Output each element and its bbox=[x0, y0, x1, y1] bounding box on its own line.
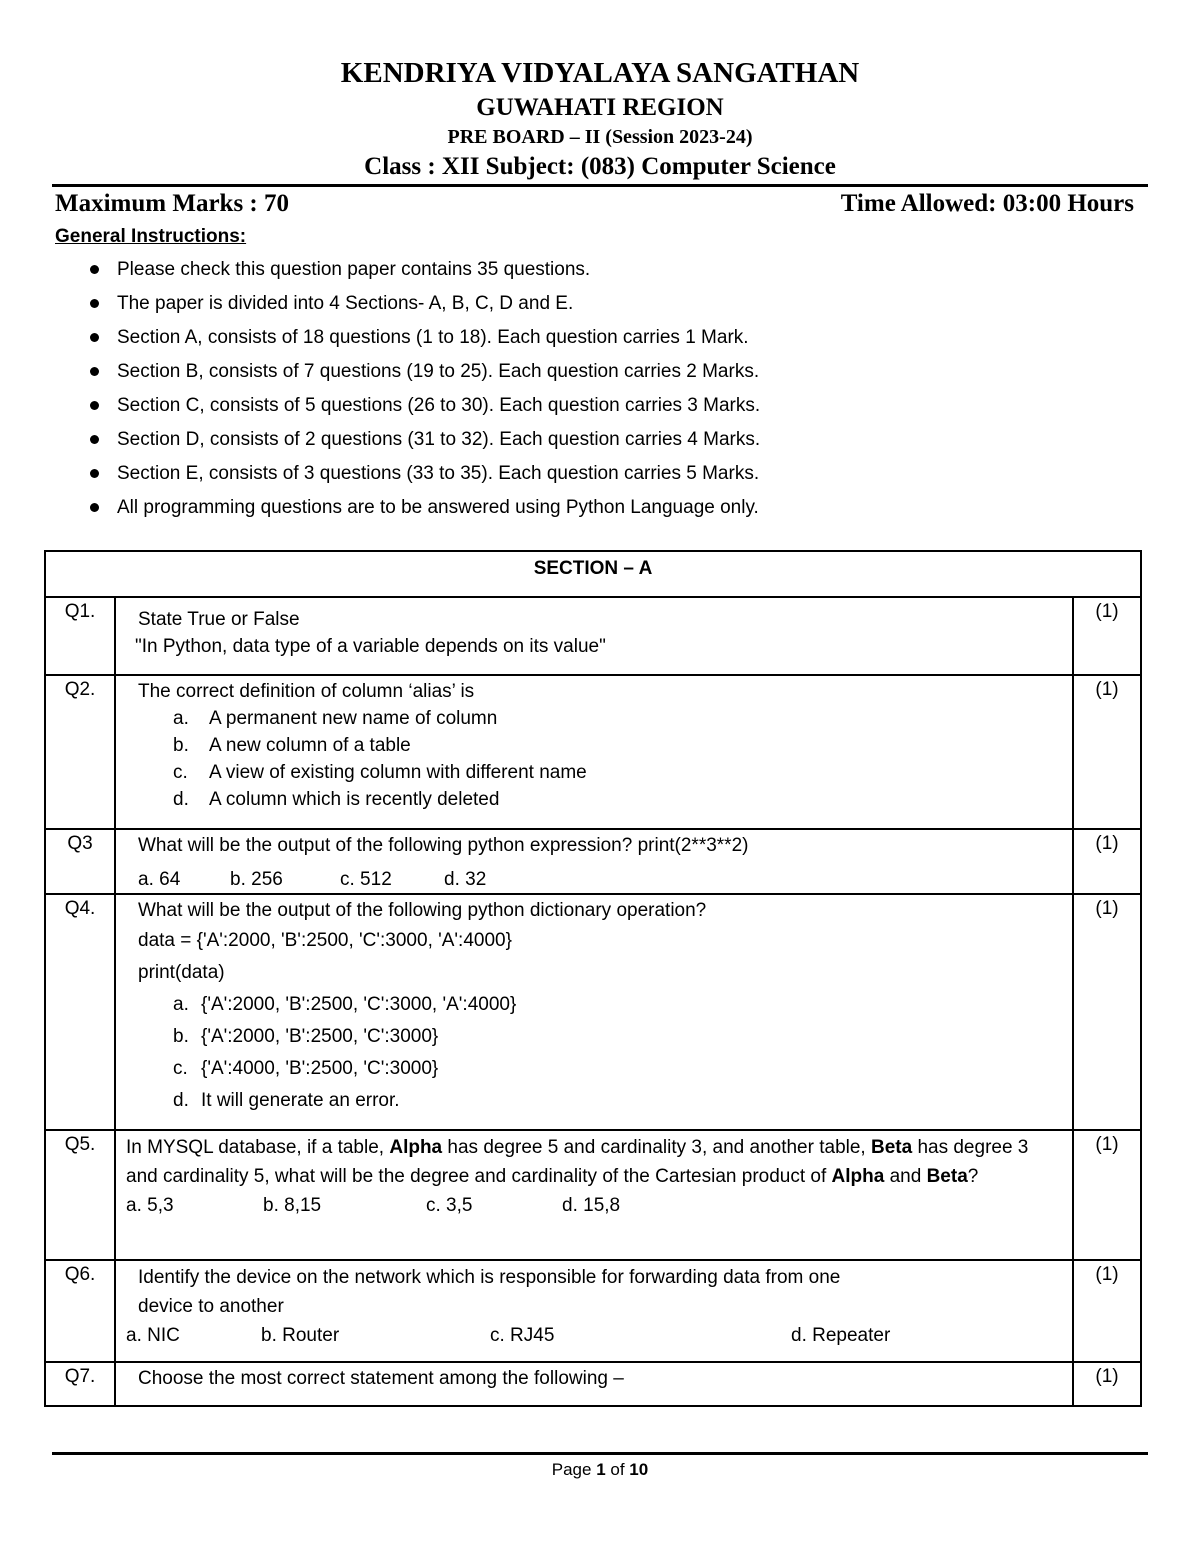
question-body: The correct definition of column ‘alias’ is a. A permanent new name of column b. A new column of a table c. A view of existing column with different name d. A column which is recently deleted bbox=[115, 675, 1073, 829]
options-row: a. 5,3 b. 8,15 c. 3,5 d. 15,8 bbox=[126, 1195, 621, 1216]
instruction-item: The paper is divided into 4 Sections- A, B, C, D and E. bbox=[88, 289, 760, 323]
question-row-q5 bbox=[45, 1130, 1141, 1260]
question-body: Choose the most correct statement among the following – bbox=[115, 1362, 1073, 1406]
header-org: KENDRIYA VIDYALAYA SANGATHAN bbox=[340, 57, 860, 89]
question-body: What will be the output of the following python dictionary operation? data = {'A':2000, 'B':2500, 'C':3000, 'A':4000} print(data) a. {'A':2000, 'B':2500, 'C':3000, 'A':4000} b. {'A':2000, 'B':2500, 'C':3000} c. {'A':4000, 'B':2500, 'C':3000} d. It will generate an error. bbox=[115, 894, 1073, 1130]
bullet-icon bbox=[90, 299, 99, 308]
question-row-q2 bbox=[45, 675, 1141, 829]
section-title: SECTION – A bbox=[45, 551, 1141, 597]
page-total: 10 bbox=[629, 1460, 649, 1479]
bullet-icon bbox=[90, 469, 99, 478]
question-marks: (1) bbox=[1073, 1260, 1141, 1362]
option: a. A permanent new name of column bbox=[173, 708, 498, 729]
question-number: Q4. bbox=[45, 894, 115, 1130]
question-marks: (1) bbox=[1073, 675, 1141, 829]
time-allowed: Time Allowed: 03:00 Hours bbox=[840, 190, 1134, 217]
question-number: Q7. bbox=[45, 1362, 115, 1406]
question-row-q1 bbox=[45, 597, 1141, 675]
option: c. A view of existing column with different name bbox=[173, 762, 587, 783]
header-region: GUWAHATI REGION bbox=[476, 94, 724, 121]
bullet-icon bbox=[90, 435, 99, 444]
question-row-q7 bbox=[45, 1362, 1141, 1406]
question-marks: (1) bbox=[1073, 894, 1141, 1130]
option: d. It will generate an error. bbox=[173, 1090, 400, 1111]
instruction-item: Section C, consists of 5 questions (26 to 30). Each question carries 3 Marks. bbox=[88, 391, 760, 425]
instruction-item: Section E, consists of 3 questions (33 to 35). Each question carries 5 Marks. bbox=[88, 459, 760, 493]
question-body: In MYSQL database, if a table, Alpha has degree 5 and cardinality 3, and another table, Beta has degree 3 and cardinality 5, what will be the degree and cardinality of the Cartesian product of Alpha and Beta? a. 5,3 b. 8,15 c. 3,5 d. 15,8 bbox=[115, 1130, 1073, 1260]
instruction-item: Please check this question paper contains 35 questions. bbox=[88, 255, 760, 289]
page-number: 1 bbox=[596, 1460, 606, 1479]
instruction-item: Section B, consists of 7 questions (19 to 25). Each question carries 2 Marks. bbox=[88, 357, 760, 391]
instruction-item: Section D, consists of 2 questions (31 to 32). Each question carries 4 Marks. bbox=[88, 425, 760, 459]
question-marks: (1) bbox=[1073, 597, 1141, 675]
question-number: Q6. bbox=[45, 1260, 115, 1362]
bullet-icon bbox=[90, 367, 99, 376]
question-marks: (1) bbox=[1073, 1130, 1141, 1260]
question-number: Q3 bbox=[45, 829, 115, 894]
bullet-icon bbox=[90, 503, 99, 512]
question-table bbox=[44, 550, 1142, 1407]
question-row-q4 bbox=[45, 894, 1141, 1130]
option: d. A column which is recently deleted bbox=[173, 789, 500, 810]
question-body: State True or False "In Python, data type of a variable depends on its value" bbox=[115, 597, 1073, 675]
bullet-icon bbox=[90, 333, 99, 342]
code-line: print(data) bbox=[138, 962, 225, 983]
option: b. A new column of a table bbox=[173, 735, 411, 756]
header-rule bbox=[52, 184, 1148, 187]
question-body: Identify the device on the network which is responsible for forwarding data from one device to another a. NIC b. Router c. RJ45 d. Repeater bbox=[115, 1260, 1073, 1362]
option: a. {'A':2000, 'B':2500, 'C':3000, 'A':4000} bbox=[173, 994, 517, 1015]
question-row-q3 bbox=[45, 829, 1141, 894]
question-number: Q1. bbox=[45, 597, 115, 675]
question-marks: (1) bbox=[1073, 829, 1141, 894]
question-marks: (1) bbox=[1073, 1362, 1141, 1406]
question-number: Q2. bbox=[45, 675, 115, 829]
instruction-item: Section A, consists of 18 questions (1 to 18). Each question carries 1 Mark. bbox=[88, 323, 760, 357]
question-body: What will be the output of the following python expression? print(2**3**2) a. 64 b. 256 c. 512 d. 32 bbox=[115, 829, 1073, 894]
instruction-item: All programming questions are to be answered using Python Language only. bbox=[88, 493, 760, 527]
header-class-subject: Class : XII Subject: (083) Computer Science bbox=[364, 153, 836, 180]
page-footer: Page 1 of 10 bbox=[551, 1460, 649, 1479]
option: b. {'A':2000, 'B':2500, 'C':3000} bbox=[173, 1026, 439, 1047]
code-line: data = {'A':2000, 'B':2500, 'C':3000, 'A':4000} bbox=[138, 930, 512, 951]
bullet-icon bbox=[90, 265, 99, 274]
question-number: Q5. bbox=[45, 1130, 115, 1260]
footer-rule bbox=[52, 1452, 1148, 1455]
question-row-q6 bbox=[45, 1260, 1141, 1362]
options-row: a. 64 b. 256 c. 512 d. 32 bbox=[138, 869, 487, 890]
bullet-icon bbox=[90, 401, 99, 410]
section-row bbox=[45, 551, 1141, 597]
header-exam: PRE BOARD – II (Session 2023-24) bbox=[447, 126, 753, 148]
options-row: a. NIC b. Router c. RJ45 d. Repeater bbox=[126, 1325, 891, 1346]
option: c. {'A':4000, 'B':2500, 'C':3000} bbox=[173, 1058, 439, 1079]
max-marks: Maximum Marks : 70 bbox=[55, 190, 289, 217]
instructions-list bbox=[88, 255, 760, 527]
instructions-title: General Instructions: bbox=[55, 226, 247, 247]
